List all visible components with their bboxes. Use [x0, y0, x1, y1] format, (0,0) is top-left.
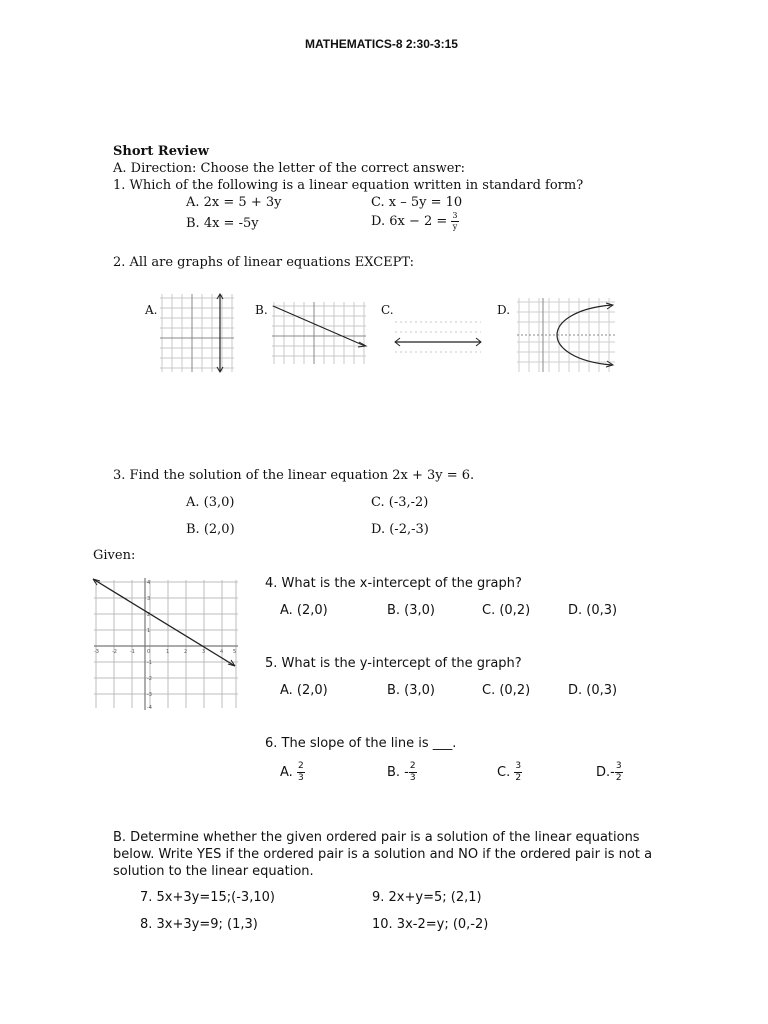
q3-option-d: D. (-2,-3) — [371, 522, 429, 537]
question-2: 2. All are graphs of linear equations EXCEPT: — [113, 255, 415, 270]
q6-option-a-fraction — [297, 762, 305, 783]
graph-c-horizontal-line — [393, 312, 483, 362]
q5-option-c: C. (0,2) — [482, 683, 531, 698]
q5-option-d: D. (0,3) — [568, 683, 618, 698]
q4-option-d: D. (0,3) — [568, 603, 618, 618]
q3-option-b: B. (2,0) — [186, 522, 235, 537]
x-tick-label: 5 — [233, 649, 237, 655]
q4-option-b: B. (3,0) — [387, 603, 436, 618]
fraction-numerator: 3 — [452, 211, 458, 220]
item-8: 8. 3x+3y=9; (1,3) — [140, 917, 258, 932]
q1-option-c: C. x – 5y = 10 — [371, 195, 463, 210]
fraction-denominator: y — [452, 222, 458, 231]
fraction-numerator: 3 — [615, 761, 622, 771]
item-10: 10. 3x-2=y; (0,-2) — [372, 917, 489, 932]
y-tick-label: -4 — [147, 705, 152, 711]
fraction-numerator: 3 — [515, 761, 522, 771]
y-tick-label: -1 — [147, 660, 152, 666]
x-tick-label: 0 — [147, 649, 151, 655]
graph-label-d: D. — [497, 303, 511, 317]
q6-option-b-fraction — [409, 762, 417, 783]
question-4: 4. What is the x-intercept of the graph? — [265, 576, 522, 591]
question-6: 6. The slope of the line is ___. — [265, 736, 457, 751]
q6-option-d-label: D.- — [596, 765, 615, 780]
y-tick-label: 4 — [147, 580, 151, 586]
q1-option-d-text: D. 6x − 2 = — [371, 214, 448, 229]
q1-option-d-fraction — [451, 212, 458, 231]
q6-option-c-fraction — [514, 762, 522, 783]
q3-option-a: A. (3,0) — [186, 495, 235, 510]
fraction-denominator: 2 — [615, 773, 622, 783]
q1-option-d — [371, 212, 459, 231]
fraction-numerator: 2 — [409, 761, 416, 771]
item-9: 9. 2x+y=5; (2,1) — [372, 890, 482, 905]
x-tick-label: -1 — [130, 649, 135, 655]
graph-d-parabola — [515, 296, 619, 374]
page-title: MATHEMATICS-8 2:30-3:15 — [305, 37, 458, 51]
question-5: 5. What is the y-intercept of the graph? — [265, 656, 522, 671]
graph-label-a: A. — [145, 303, 158, 317]
fraction-denominator: 3 — [409, 773, 416, 783]
q6-option-b-label: B. - — [387, 765, 409, 780]
q6-option-c — [497, 762, 522, 783]
x-tick-label: 1 — [166, 649, 170, 655]
x-tick-label: 3 — [202, 649, 206, 655]
q5-option-b: B. (3,0) — [387, 683, 436, 698]
fraction-denominator: 3 — [297, 773, 304, 783]
graph-label-b: B. — [255, 303, 268, 317]
x-tick-label: -3 — [94, 649, 99, 655]
y-tick-label: 3 — [147, 596, 151, 602]
q6-option-a-label: A. — [280, 765, 293, 780]
x-tick-label: 4 — [220, 649, 224, 655]
graph-b-slanted-line — [270, 300, 370, 366]
y-tick-label: 1 — [147, 628, 151, 634]
x-tick-label: 2 — [184, 649, 188, 655]
y-tick-label: -3 — [147, 692, 152, 698]
q1-option-b: B. 4x = -5y — [186, 216, 259, 231]
q5-option-a: A. (2,0) — [280, 683, 328, 698]
fraction-denominator: 2 — [515, 773, 522, 783]
q4-option-c: C. (0,2) — [482, 603, 531, 618]
graph-label-c: C. — [381, 303, 394, 317]
q6-option-a — [280, 762, 305, 783]
given-graph — [90, 574, 240, 712]
given-label: Given: — [93, 548, 136, 563]
direction-a: A. Direction: Choose the letter of the correct answer: — [113, 161, 466, 176]
x-tick-label: -2 — [112, 649, 117, 655]
y-tick-label: -2 — [147, 676, 152, 682]
graph-a-vertical-line — [158, 292, 236, 374]
y-tick-label: 2 — [147, 612, 151, 618]
direction-b: B. Determine whether the given ordered pair is a solution of the linear equations below. Write YES if the ordered pair is a solution and NO if the ordered pair is not a solution to the linear equation. — [113, 830, 653, 879]
q3-option-c: C. (-3,-2) — [371, 495, 429, 510]
q6-option-d-fraction — [615, 762, 623, 783]
q6-option-c-label: C. — [497, 765, 511, 780]
q1-option-a: A. 2x = 5 + 3y — [186, 195, 282, 210]
q6-option-b — [387, 762, 417, 783]
q6-option-d — [596, 762, 623, 783]
question-3: 3. Find the solution of the linear equation 2x + 3y = 6. — [113, 468, 475, 483]
item-7: 7. 5x+3y=15;(-3,10) — [140, 890, 275, 905]
q4-option-a: A. (2,0) — [280, 603, 328, 618]
section-heading: Short Review — [113, 144, 209, 159]
fraction-numerator: 2 — [297, 761, 304, 771]
question-1: 1. Which of the following is a linear equation written in standard form? — [113, 178, 584, 193]
